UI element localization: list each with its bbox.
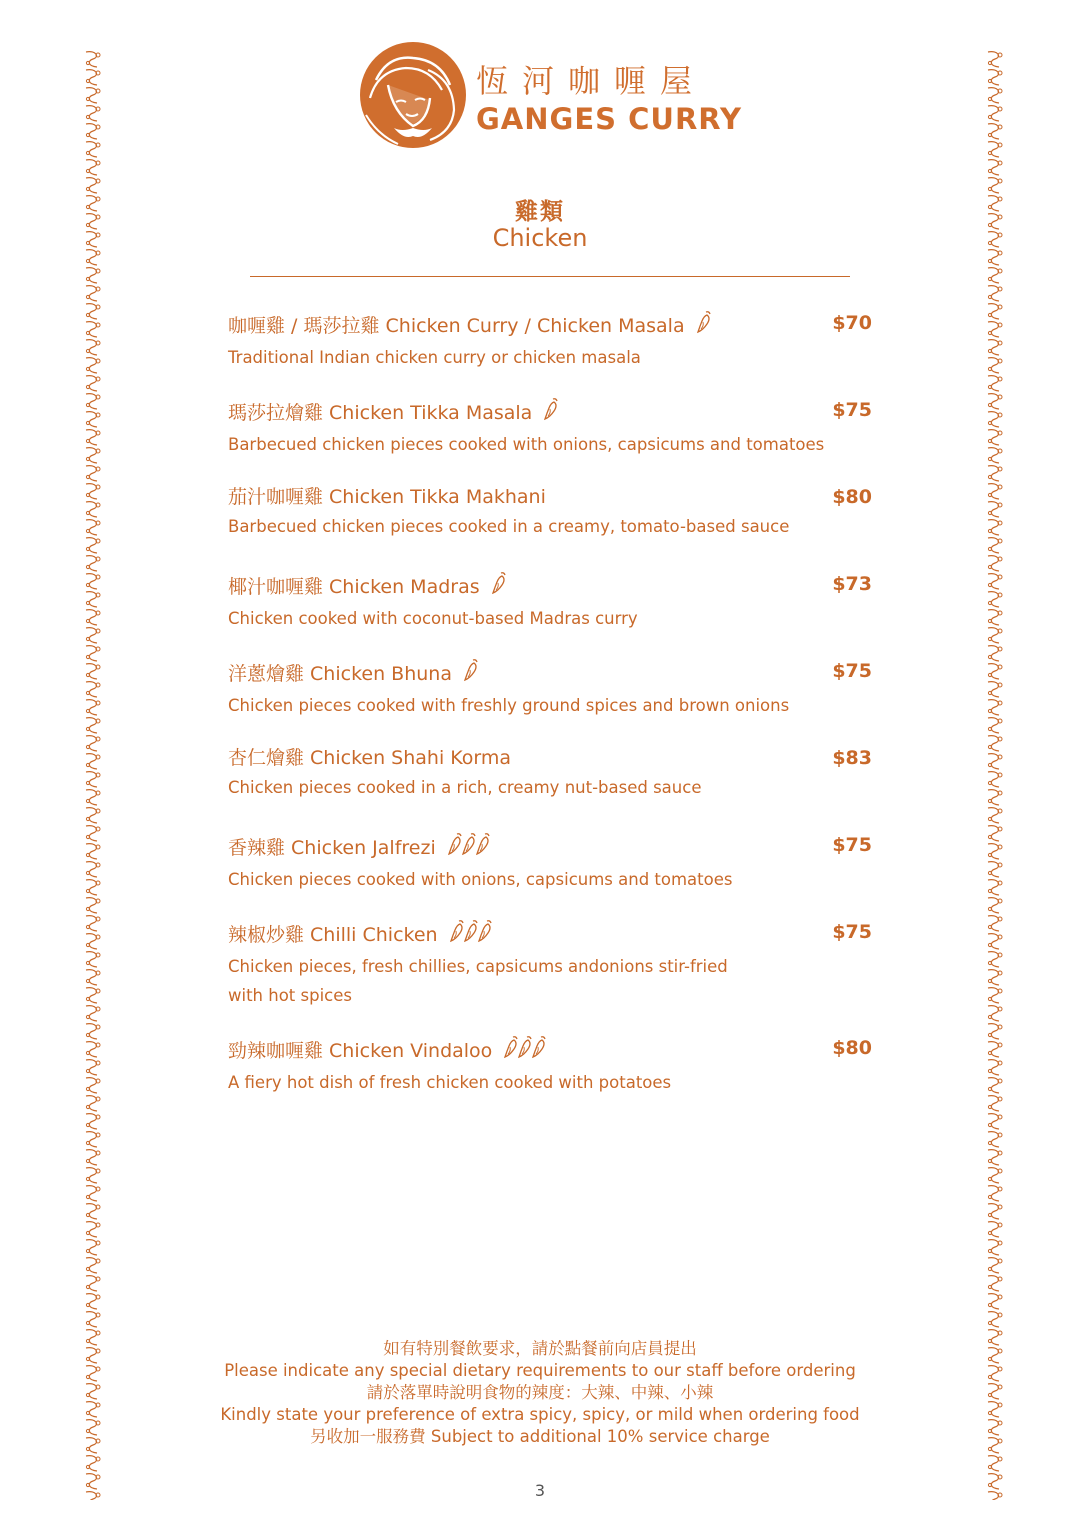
menu-item-name: 椰汁咖喱雞 Chicken Madras	[228, 575, 480, 598]
menu-item-price: $83	[832, 747, 872, 769]
menu-item-name-row	[228, 658, 872, 689]
logo-name-chinese: 恆河咖喱屋	[476, 62, 707, 100]
menu-item-name-row	[228, 571, 872, 602]
menu-item	[228, 658, 872, 720]
menu-item-description: Chicken pieces, fresh chillies, capsicums andonions stir-fried with hot spices	[228, 957, 728, 1005]
menu-item-name: 洋蔥燴雞 Chicken Bhuna	[228, 662, 452, 685]
chili-pepper-icon	[502, 1035, 516, 1066]
menu-item-name: 香辣雞 Chicken Jalfrezi	[228, 836, 436, 859]
ganges-face-logo-icon	[358, 40, 468, 150]
chili-pepper-icon	[530, 1035, 544, 1066]
menu-item	[228, 397, 872, 459]
menu-item	[228, 1035, 872, 1097]
restaurant-logo	[358, 40, 743, 150]
menu-item-description: A fiery hot dish of fresh chicken cooked with potatoes	[228, 1073, 672, 1092]
menu-item-description: Chicken pieces cooked in a rich, creamy nut-based sauce	[228, 778, 702, 797]
chili-rating	[695, 310, 709, 341]
menu-item	[228, 832, 872, 894]
menu-item-name-row	[228, 919, 872, 950]
chili-pepper-icon	[542, 397, 556, 428]
logo-name-english: GANGES CURRY	[476, 102, 743, 136]
menu-item	[228, 571, 872, 633]
menu-item-description: Chicken pieces cooked with onions, capsicums and tomatoes	[228, 870, 733, 889]
menu-item-price: $75	[832, 660, 872, 682]
chili-pepper-icon	[448, 919, 462, 950]
section-title-english: Chicken	[492, 224, 588, 252]
footer-note-dietary-en: Please indicate any special dietary requirements to our staff before ordering	[224, 1361, 856, 1380]
chili-rating	[462, 658, 476, 689]
chili-rating	[446, 832, 488, 863]
section-title-chinese: 雞類	[515, 199, 565, 225]
menu-item-price: $75	[832, 834, 872, 856]
ornamental-border-left	[82, 50, 104, 1500]
footer-note-spiciness-cn: 請於落單時說明食物的辣度：大辣、中辣、小辣	[366, 1383, 714, 1402]
menu-item-name-row	[228, 484, 872, 510]
footer-note-dietary-cn: 如有特別餐飲要求，請於點餐前向店員提出	[383, 1339, 697, 1358]
menu-item-name-row	[228, 310, 872, 341]
menu-item-description: Traditional Indian chicken curry or chicken masala	[228, 348, 641, 367]
chili-rating	[502, 1035, 544, 1066]
menu-item-name-row	[228, 745, 872, 771]
chili-pepper-icon	[462, 658, 476, 689]
footer-notes	[0, 1338, 1080, 1448]
menu-item-name-row	[228, 397, 872, 428]
menu-item-name: 咖喱雞 / 瑪莎拉雞 Chicken Curry / Chicken Masala	[228, 314, 685, 337]
menu-item-price: $75	[832, 399, 872, 421]
menu-item-price: $80	[832, 486, 872, 508]
chili-pepper-icon	[516, 1035, 530, 1066]
chili-pepper-icon	[474, 832, 488, 863]
page-number: 3	[534, 1481, 546, 1500]
chili-pepper-icon	[462, 919, 476, 950]
menu-item-description: Chicken pieces cooked with freshly ground spices and brown onions	[228, 696, 790, 715]
chili-pepper-icon	[490, 571, 504, 602]
menu-item	[228, 919, 872, 1010]
menu-item-price: $75	[832, 921, 872, 943]
menu-item-name: 勁辣咖喱雞 Chicken Vindaloo	[228, 1039, 493, 1062]
footer-note-service-charge: 另收加一服務費 Subject to additional 10% service charge	[310, 1427, 770, 1446]
menu-item-price: $80	[832, 1037, 872, 1059]
section-divider	[250, 276, 850, 277]
menu-item-description: Chicken cooked with coconut-based Madras curry	[228, 609, 638, 628]
menu-item-name: 茄汁咖喱雞 Chicken Tikka Makhani	[228, 486, 546, 508]
chili-pepper-icon	[476, 919, 490, 950]
menu-item-name: 辣椒炒雞 Chilli Chicken	[228, 923, 438, 946]
menu-item	[228, 484, 872, 541]
menu-item-name: 杏仁燴雞 Chicken Shahi Korma	[228, 747, 512, 769]
menu-item-name-row	[228, 832, 872, 863]
menu-item	[228, 745, 872, 802]
menu-item-price: $70	[832, 312, 872, 334]
chili-rating	[490, 571, 504, 602]
chili-pepper-icon	[446, 832, 460, 863]
menu-item-description: Barbecued chicken pieces cooked in a creamy, tomato-based sauce	[228, 517, 790, 536]
chili-rating	[542, 397, 556, 428]
menu-item-price: $73	[832, 573, 872, 595]
chili-rating	[448, 919, 490, 950]
ornamental-border-right	[984, 50, 1006, 1500]
chili-pepper-icon	[695, 310, 709, 341]
footer-note-spiciness-en: Kindly state your preference of extra spicy, spicy, or mild when ordering food	[220, 1405, 860, 1424]
menu-item-description: Barbecued chicken pieces cooked with onions, capsicums and tomatoes	[228, 435, 825, 454]
menu-item-name-row	[228, 1035, 872, 1066]
menu-item	[228, 310, 872, 372]
chili-pepper-icon	[460, 832, 474, 863]
menu-item-name: 瑪莎拉燴雞 Chicken Tikka Masala	[228, 401, 533, 424]
